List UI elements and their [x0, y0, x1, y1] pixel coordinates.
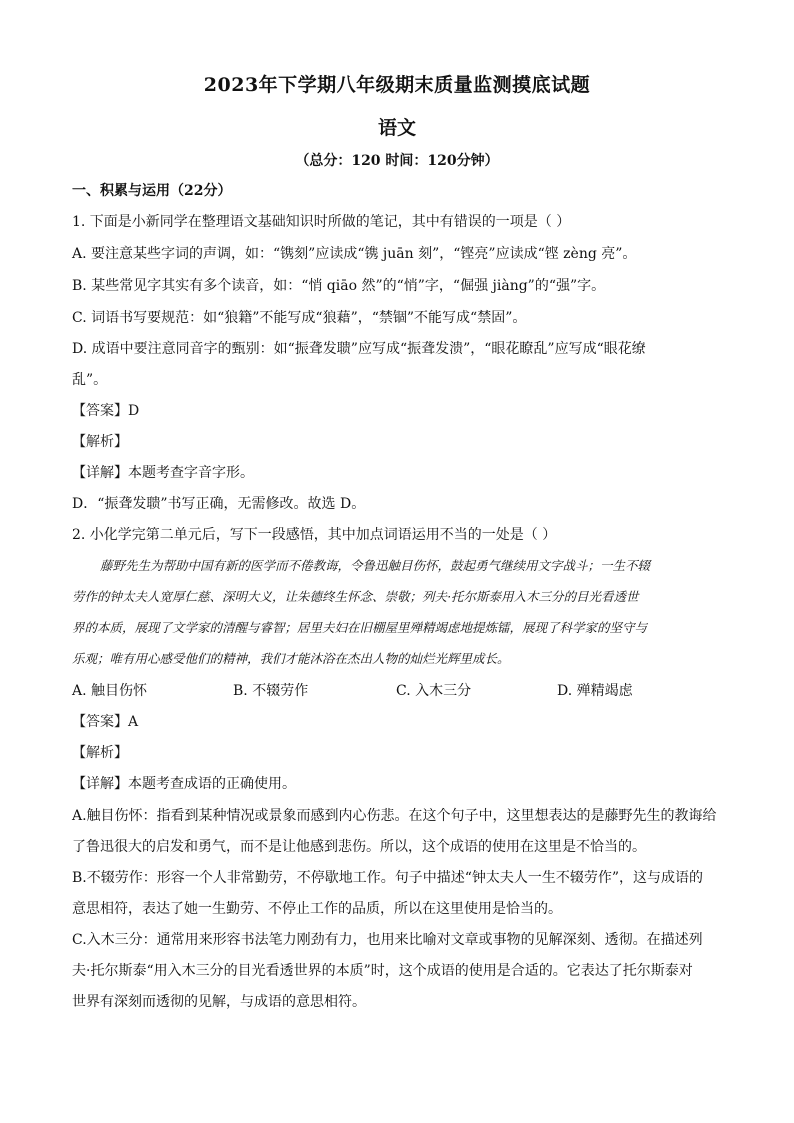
q2-passage-line: 藤野先生为帮助中国有新的医学而不倦教诲，令鲁迅触目伤怀，鼓起勇气继续用文字战斗；一生不辍	[100, 558, 651, 573]
q1-detail: 【详解】本题考查字音字形。	[72, 465, 254, 481]
q2-analysis-label: 【解析】	[72, 745, 128, 761]
q2-passage-line: 乐观；唯有用心感受他们的精神，我们才能沐浴在杰出人物的灿烂光辉里成长。	[72, 651, 510, 666]
q1-stem: 1. 下面是小新同学在整理语文基础知识时所做的笔记，其中有错误的一项是（ ）	[72, 214, 571, 230]
subject-title: 语文	[377, 117, 416, 139]
q2-passage-line: 劳作的钟太夫人宽厚仁慈、深明大义，让朱德终生怀念、崇敬；列夫·托尔斯泰用入木三分的目光看透世	[72, 589, 639, 604]
q2-explanation-line: C.入木三分：通常用来形容书法笔力刚劲有力，也用来比喻对文章或事物的见解深刻、透彻。在描述列	[72, 932, 703, 948]
q1-option-a: A. 要注意某些字词的声调，如：“镌刻”应读成“镌 juān 刻”，“铿亮”应读成“铿 zèng 亮”。	[72, 246, 637, 262]
q2-option-b: B. 不辍劳作	[233, 683, 309, 699]
q2-option-d: D. 殚精竭虑	[557, 683, 633, 699]
q1-answer: 【答案】D	[72, 403, 140, 419]
exam-title: 2023年下学期八年级期末质量监测摸底试题	[203, 74, 591, 96]
q2-passage-line: 界的本质，展现了文学家的清醒与睿智；居里夫妇在旧棚屋里殚精竭虑地提炼镭，展现了科学家的坚守与	[72, 620, 648, 635]
q1-option-d-line2: 乱”。	[72, 372, 108, 388]
section-heading: 一、积累与运用（22分）	[72, 183, 232, 199]
q2-explanation-line: 了鲁迅很大的启发和勇气，而不是让他感到悲伤。所以，这个成语的使用在这里是不恰当的。	[72, 839, 646, 855]
q1-explanation: D．“振聋发聩”书写正确，无需修改。故选 D。	[72, 496, 366, 512]
q2-explanation-line: B.不辍劳作：形容一个人非常勤劳，不停歇地工作。句子中描述“钟太夫人一生不辍劳作”，这与成语的	[72, 870, 704, 886]
q1-option-b: B. 某些常见字其实有多个读音，如：“悄 qiāo 然”的“悄”字，“倔强 jiàng”的“强”字。	[72, 278, 606, 294]
q2-explanation-line: 夫·托尔斯泰“用入木三分的目光看透世界的本质”时，这个成语的使用是合适的。它表达了托尔斯泰对	[72, 963, 693, 979]
q1-option-c: C. 词语书写要规范：如“狼籍”不能写成“狼藉”，“禁锢”不能写成“禁固”。	[72, 310, 527, 326]
exam-meta: （总分：120 时间：120分钟）	[295, 153, 499, 169]
q2-stem: 2. 小化学完第二单元后，写下一段感悟，其中加点词语运用不当的一处是（ ）	[72, 527, 557, 543]
q1-analysis-label: 【解析】	[72, 434, 128, 450]
q2-explanation-line: 意思相符，表达了她一生勤劳、不停止工作的品质，所以在这里使用是恰当的。	[72, 901, 562, 917]
q2-option-c: C. 入木三分	[396, 683, 472, 699]
q2-detail: 【详解】本题考查成语的正确使用。	[72, 776, 296, 792]
q2-answer: 【答案】A	[72, 714, 139, 730]
q2-explanation-line: A.触目伤怀：指看到某种情况或景象而感到内心伤悲。在这个句子中，这里想表达的是藤野先生的教诲给	[72, 808, 717, 824]
q2-explanation-line: 世界有深刻而透彻的见解，与成语的意思相符。	[72, 994, 366, 1010]
q1-option-d-line1: D. 成语中要注意同音字的甄别：如“振聋发聩”应写成“振聋发溃”，“眼花瞭乱”应写成“眼花缭	[72, 341, 646, 357]
q2-option-a: A. 触目伤怀	[72, 683, 148, 699]
